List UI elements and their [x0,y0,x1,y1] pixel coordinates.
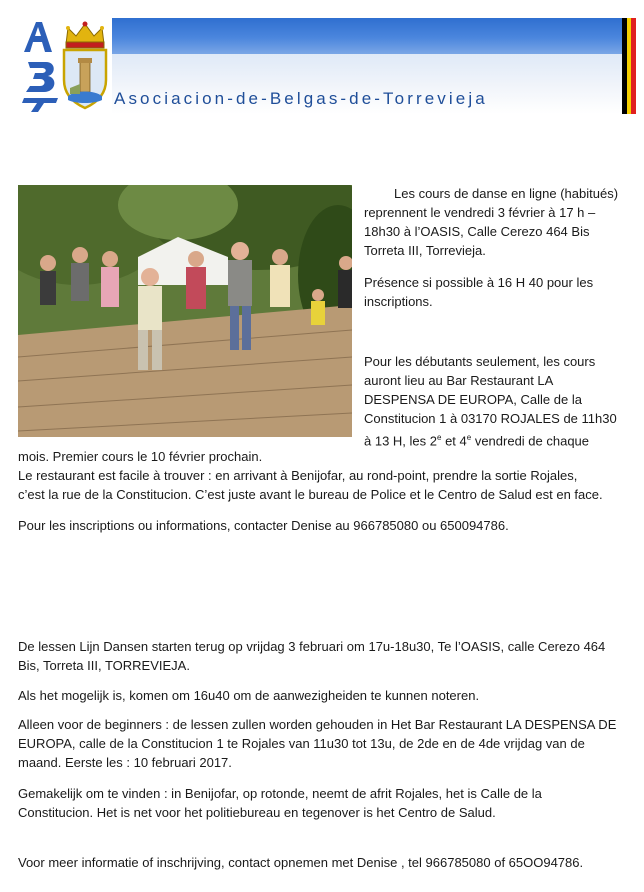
line-dancing-photo [18,185,352,437]
dutch-p1-line-2: Bis, Torreta III, TORREVIEJA. [18,658,190,673]
french-p3-line-5b: et 4 [441,433,467,449]
dutch-paragraph-3 [18,715,634,772]
french-paragraph-2 [364,273,634,311]
torrevieja-crest-icon [58,18,112,110]
french-p1-line-1: Les cours de danse en ligne (habitués) [394,186,619,201]
french-p2-line-2: inscriptions. [364,294,433,309]
french-p2-line-1: Présence si possible à 16 H 40 pour les [364,275,594,290]
dutch-paragraph-5 [18,853,634,872]
french-p3-line-3: DESPENSA DE EUROPA, Calle de la [364,392,582,407]
dutch-p4-line-2: Constitucion. Het is net voor het politiebureau en tegenover is het Centro de Salud. [18,805,496,820]
dutch-p4-line-1: Gemakelijk om te vinden : in Benijofar, op rotonde, neemt de afrit Rojales, het is Calle de la [18,786,542,801]
french-p3-line-6: mois. Premier cours le 10 février prochain. [18,449,263,464]
dutch-paragraph-4 [18,784,634,822]
belgian-flag-icon [622,18,636,114]
french-p3-line-1: Pour les débutants seulement, les cours [364,354,596,369]
french-p1-line-3: 18h30 à l’OASIS, Calle Cerezo 464 Bis [364,224,590,239]
french-p1-line-2: reprennent le vendredi 3 février à 17 h – [364,205,596,220]
french-p3-line-5c: vendredi de chaque [471,433,590,449]
dutch-paragraph-2 [18,686,634,705]
french-p3-line-4: Constitucion 1 à 03170 ROJALES de 11h30 [364,411,617,426]
french-paragraph-1 [364,184,634,260]
dutch-p3-line-3: maand. Eerste les : 10 februari 2017. [18,755,232,770]
dutch-p2-line: Als het mogelijk is, komen om 16u40 om de aanwezigheiden te kunnen noteren. [18,688,480,703]
dutch-p1-line-1: De lessen Lijn Dansen starten terug op vrijdag 3 februari om 17u-18u30, Te l’OASIS, calle Cerezo 464 [18,639,606,654]
dutch-paragraph-1 [18,637,634,675]
ordinal-sup-2: e [466,433,472,442]
header-blue-band [112,18,622,54]
page-header [0,0,644,118]
french-paragraph-3 [364,352,634,450]
dutch-p3-line-2: EUROPA, calle de la Constitucion 1 te Rojales van 11u30 tot 13u, de 2de en de 4de vrijdag van de [18,736,585,751]
dutch-contact-line: Voor meer informatie of inschrijving, contact opnemen met Denise , tel 966785080 of 65OO94786. [18,855,584,870]
french-p3-line-2: auront lieu au Bar Restaurant LA [364,373,554,388]
french-p3-line-5a: à 13 H, les 2 [364,433,437,449]
french-p4-line-1: Le restaurant est facile à trouver : en arrivant à Benijofar, au rond-point, prendre la sortie Rojales, [18,468,578,483]
association-title: Asociacion-de-Belgas-de-Torrevieja [114,89,488,108]
french-paragraph-5 [18,516,634,535]
french-p1-line-4: Torreta III, Torrevieja. [364,243,486,258]
french-p4-line-2: c’est la rue de la Constitucion. C’est juste avant le bureau de Police et le Centro de Salud est en face. [18,487,603,502]
french-contact-line: Pour les inscriptions ou informations, contacter Denise au 966785080 ou 650094786. [18,518,509,533]
dutch-p3-line-1: Alleen voor de beginners : de lessen zullen worden gehouden in Het Bar Restaurant LA DESPENSA DE [18,717,617,732]
french-paragraph-3-continued [18,447,634,504]
ordinal-sup-1: e [437,433,442,442]
